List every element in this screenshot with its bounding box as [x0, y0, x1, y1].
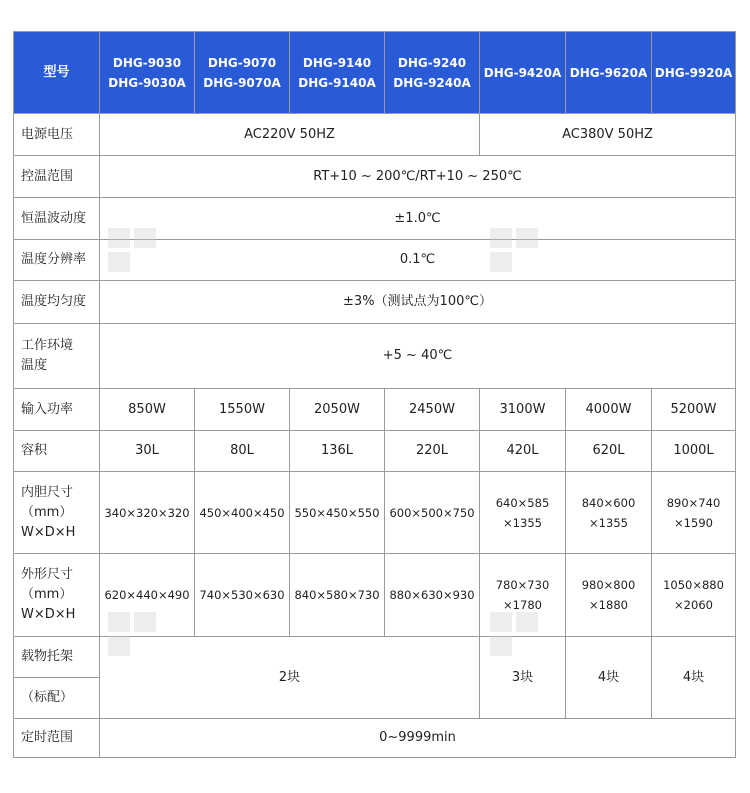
cell-input-power: 850W	[100, 389, 195, 431]
cell-inner-size: 840×600 ×1355	[566, 472, 652, 554]
cell-power-voltage-380: AC380V 50HZ	[480, 114, 736, 156]
cell-volume: 30L	[100, 431, 195, 472]
cell-tray: 2块	[100, 637, 480, 719]
cell-outer-size: 620×440×490	[100, 554, 195, 637]
row-label-temp-range: 控温范围	[14, 156, 100, 198]
row-label-tray: 载物托架	[14, 637, 100, 678]
table-row-volume	[14, 431, 736, 472]
cell-outer-size: 840×580×730	[290, 554, 385, 637]
model-header-4: DHG-9240 DHG-9240A	[385, 32, 480, 114]
cell-temp-range: RT+10 ~ 200℃/RT+10 ~ 250℃	[100, 156, 736, 198]
row-label-input-power: 输入功率	[14, 389, 100, 431]
cell-inner-size: 340×320×320	[100, 472, 195, 554]
cell-power-voltage-220: AC220V 50HZ	[100, 114, 480, 156]
table-row-temp-resolution	[14, 240, 736, 281]
row-label-work-env: 工作环境 温度	[14, 324, 100, 389]
cell-work-env: +5 ~ 40℃	[100, 324, 736, 389]
model-header-label: 型号	[14, 32, 100, 114]
cell-volume: 220L	[385, 431, 480, 472]
model-header-2: DHG-9070 DHG-9070A	[195, 32, 290, 114]
row-label-power-voltage: 电源电压	[14, 114, 100, 156]
cell-inner-size: 600×500×750	[385, 472, 480, 554]
cell-tray: 4块	[652, 637, 736, 719]
row-label-temp-resolution: 温度分辨率	[14, 240, 100, 281]
cell-volume: 620L	[566, 431, 652, 472]
cell-outer-size: 980×800 ×1880	[566, 554, 652, 637]
spec-table	[13, 31, 736, 758]
cell-input-power: 4000W	[566, 389, 652, 431]
row-label-volume: 容积	[14, 431, 100, 472]
cell-inner-size: 550×450×550	[290, 472, 385, 554]
cell-outer-size: 780×730 ×1780	[480, 554, 566, 637]
table-row-input-power	[14, 389, 736, 431]
cell-temp-fluct: ±1.0℃	[100, 198, 736, 240]
model-header-6: DHG-9620A	[566, 32, 652, 114]
table-row-outer-size	[14, 554, 736, 637]
cell-volume: 1000L	[652, 431, 736, 472]
cell-outer-size: 1050×880 ×2060	[652, 554, 736, 637]
cell-inner-size: 890×740 ×1590	[652, 472, 736, 554]
row-label-inner-size: 内胆尺寸 （mm） W×D×H	[14, 472, 100, 554]
cell-outer-size: 740×530×630	[195, 554, 290, 637]
cell-tray: 3块	[480, 637, 566, 719]
cell-volume: 420L	[480, 431, 566, 472]
cell-input-power: 5200W	[652, 389, 736, 431]
row-label-temp-uniformity: 温度均匀度	[14, 281, 100, 324]
table-row-temp-fluct	[14, 198, 736, 240]
cell-temp-resolution: 0.1℃	[100, 240, 736, 281]
header-row	[14, 32, 736, 114]
cell-input-power: 2050W	[290, 389, 385, 431]
row-label-outer-size: 外形尺寸 （mm） W×D×H	[14, 554, 100, 637]
cell-temp-uniformity: ±3%（测试点为100℃）	[100, 281, 736, 324]
cell-timer: 0~9999min	[100, 719, 736, 758]
table-row-temp-range	[14, 156, 736, 198]
row-label-timer: 定时范围	[14, 719, 100, 758]
table-row-tray	[14, 637, 736, 678]
cell-inner-size: 640×585 ×1355	[480, 472, 566, 554]
row-label-temp-fluct: 恒温波动度	[14, 198, 100, 240]
table-row-power-voltage	[14, 114, 736, 156]
cell-inner-size: 450×400×450	[195, 472, 290, 554]
table-row-inner-size	[14, 472, 736, 554]
table-row-work-env	[14, 324, 736, 389]
cell-volume: 80L	[195, 431, 290, 472]
cell-input-power: 1550W	[195, 389, 290, 431]
model-header-3: DHG-9140 DHG-9140A	[290, 32, 385, 114]
cell-input-power: 2450W	[385, 389, 480, 431]
cell-input-power: 3100W	[480, 389, 566, 431]
cell-outer-size: 880×630×930	[385, 554, 480, 637]
model-header-1: DHG-9030 DHG-9030A	[100, 32, 195, 114]
row-label-tray-std: （标配）	[14, 678, 100, 719]
table-row-temp-uniformity	[14, 281, 736, 324]
cell-volume: 136L	[290, 431, 385, 472]
cell-tray: 4块	[566, 637, 652, 719]
table-row-timer	[14, 719, 736, 758]
model-header-5: DHG-9420A	[480, 32, 566, 114]
model-header-7: DHG-9920A	[652, 32, 736, 114]
